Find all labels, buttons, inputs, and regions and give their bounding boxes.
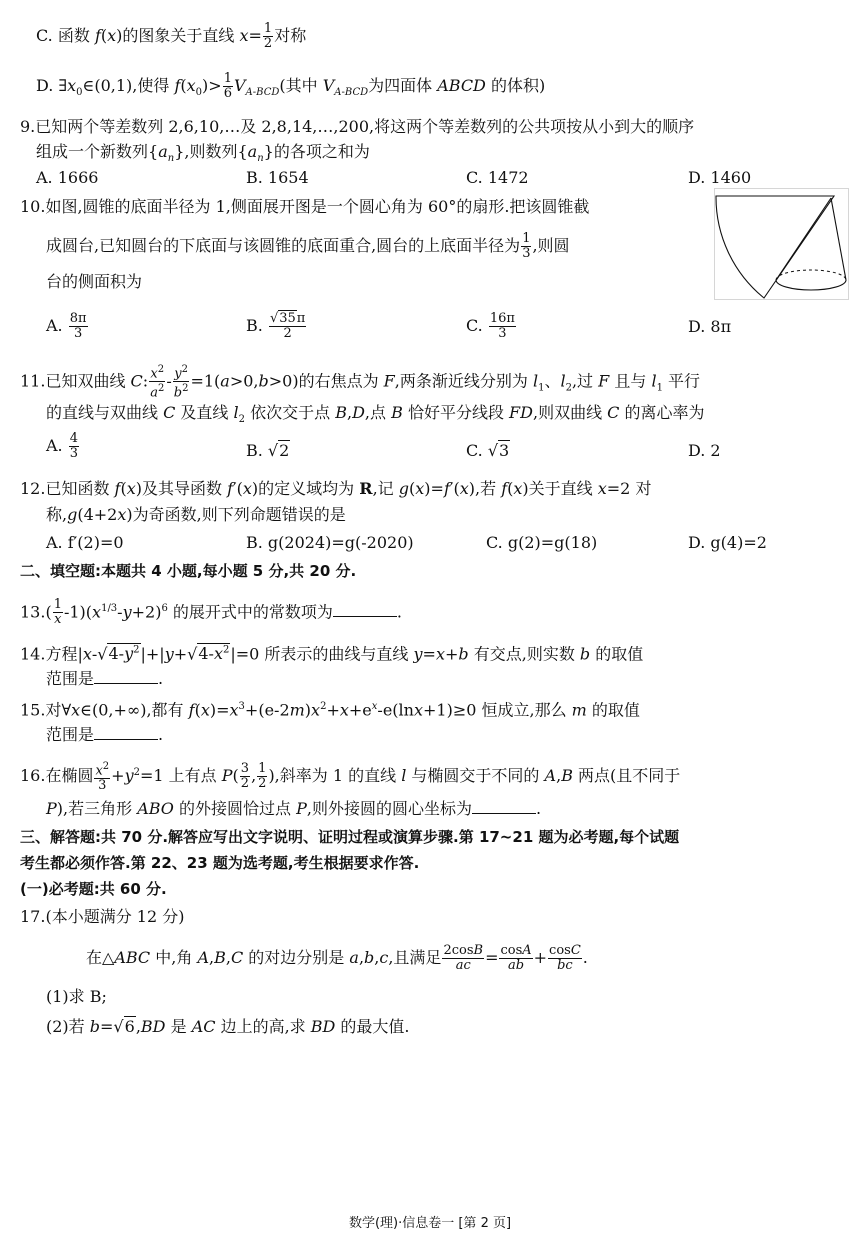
q14-line2: 范围是 . xyxy=(46,669,164,688)
option-c-prev: C. 函数 f(x)的图象关于直线 x= $\frac{1}{2}$ 对称 xyxy=(36,21,307,51)
q12-option-d: D. g(4)=2 xyxy=(688,533,767,552)
q10-line3: 台的侧面积为 xyxy=(46,272,143,291)
q14-answer-blank[interactable] xyxy=(94,669,158,684)
q9-option-a: A. 1666 xyxy=(36,168,99,187)
q17-part1: (1)求 B; xyxy=(46,987,107,1006)
section3-heading-line1: 三、解答题:共 70 分.解答应写出文字说明、证明过程或演算步骤.第 17~21 题为必考题,每个试题 xyxy=(20,828,680,846)
section3-heading-line2: 考生都必须作答.第 22、23 题为选考题,考生根据要求作答. xyxy=(20,854,420,872)
q9-option-c: C. 1472 xyxy=(466,168,529,187)
q13-line: 13.( $\frac{1}{x}$ $-1)(x^{1/3}-y+2)^6$ 的展开式中的常数项为 . xyxy=(20,597,403,628)
q17-heading: 17.(本小题满分 12 分) xyxy=(20,907,185,926)
q9-option-d: D. 1460 xyxy=(688,168,752,187)
q15-answer-blank[interactable] xyxy=(94,725,158,740)
q16-line2: P),若三角形 ABO 的外接圆恰过点 P,则外接圆的圆心坐标为 . xyxy=(46,799,542,818)
q11-option-d: D. 2 xyxy=(688,441,721,460)
q14-line1: 14.方程$|x-√4-y^2|+|y+√4-x^2|=0$ 所表示的曲线与直线 y=x+b 有交点,则实数 b 的取值 xyxy=(20,644,644,664)
q10-line1: 10.如图,圆锥的底面半径为 1,侧面展开图是一个圆心角为 60°的扇形.把该圆锥截 xyxy=(20,197,590,216)
q11-option-c: C. √3 xyxy=(466,441,510,460)
q16-line1: 16.在椭圆 $\frac{x^2}{3}$ $+y^2=1$ 上有点 P( $\frac{3}{2}$ , $\frac{1}{2}$ ),斜率为 1 的直线 l 与椭圆交于不同的 A,B 两点(且不同于 xyxy=(20,761,681,794)
q15-line2: 范围是 . xyxy=(46,725,164,744)
q9-option-b: B. 1654 xyxy=(246,168,309,187)
q12-line2: 称,g(4+2x)为奇函数,则下列命题错误的是 xyxy=(46,505,346,524)
subsection-required: (一)必考题:共 60 分. xyxy=(20,880,167,898)
cone-sector-figure xyxy=(714,188,849,300)
q10-line2: 成圆台,已知圆台的下底面与该圆锥的底面重合,圆台的上底面半径为 $\frac{1}{3}$ ,则圆 xyxy=(46,231,570,261)
option-d-prev: D. $\exists x_0\in(0,1)$,使得 $f(x_0)>$ $\frac{1}{6}$ $V_{A-BCD}$(其中 $V_{A-BCD}$为四面体 ABCD 的体积) xyxy=(36,71,546,101)
q12-option-b: B. g(2024)=g(-2020) xyxy=(246,533,414,552)
q12-option-c: C. g(2)=g(18) xyxy=(486,533,598,552)
section2-heading: 二、填空题:本题共 4 小题,每小题 5 分,共 20 分. xyxy=(20,562,357,580)
q17-part2: (2)若 b=√6,BD 是 AC 边上的高,求 BD 的最大值. xyxy=(46,1017,410,1036)
q9-line1: 9.已知两个等差数列 2,6,10,…及 2,8,14,…,200,将这两个等差数列的公共项按从小到大的顺序 xyxy=(20,117,695,136)
q15-line1: 15.对∀x∈(0,+∞),都有 $f(x)=x^3+(e-2m)x^2+x+e^x-e(\ln x+1)\ge 0$ 恒成立,那么 m 的取值 xyxy=(20,700,640,720)
q12-line1: 12.已知函数 f(x)及其导函数 f′(x)的定义域均为 R,记 g(x)=f′(x),若 f(x)关于直线 x=2 对 xyxy=(20,479,652,498)
q10-option-c: C. $\frac{16\pi}{3}$ xyxy=(466,311,515,341)
q17-body: 在△ABC 中,角 A,B,C 的对边分别是 a,b,c,且满足 $\frac{2\cos B}{ac}$ = $\frac{\cos A}{ab}$ + $\frac{\cos C}{bc}$ . xyxy=(86,943,588,973)
q16-answer-blank[interactable] xyxy=(472,799,536,814)
q11-line2: 的直线与双曲线 C 及直线 $l_2$ 依次交于点 B,D,点 B 恰好平分线段 FD,则双曲线 C 的离心率为 xyxy=(46,403,705,426)
q12-option-a: A. f′(2)=0 xyxy=(46,533,124,552)
q10-option-a: A. $\frac{8\pi}{3}$ xyxy=(46,311,87,341)
q10-option-d: D. 8π xyxy=(688,317,732,336)
q13-answer-blank[interactable] xyxy=(333,602,397,617)
q11-line1: 11.已知双曲线 C: $\frac{x^2}{a^2}$ - $\frac{y^2}{b^2}$ =1(a>0,b>0)的右焦点为 F,两条渐近线分别为 $l_1$、$l_2$,过 F 且与 $l_1$ 平行 xyxy=(20,364,701,401)
page-footer: 数学(理)·信息卷一 [第 2 页] xyxy=(348,1216,512,1231)
q11-option-a: A. $\frac{4}{3}$ xyxy=(46,431,79,461)
q10-option-b: B. $\frac{√35\pi}{2}$ xyxy=(246,311,306,341)
q9-line2: 组成一个新数列$\{a_n\}$,则数列$\{a_n\}$的各项之和为 xyxy=(36,142,370,165)
q11-option-b: B. √2 xyxy=(246,441,290,460)
